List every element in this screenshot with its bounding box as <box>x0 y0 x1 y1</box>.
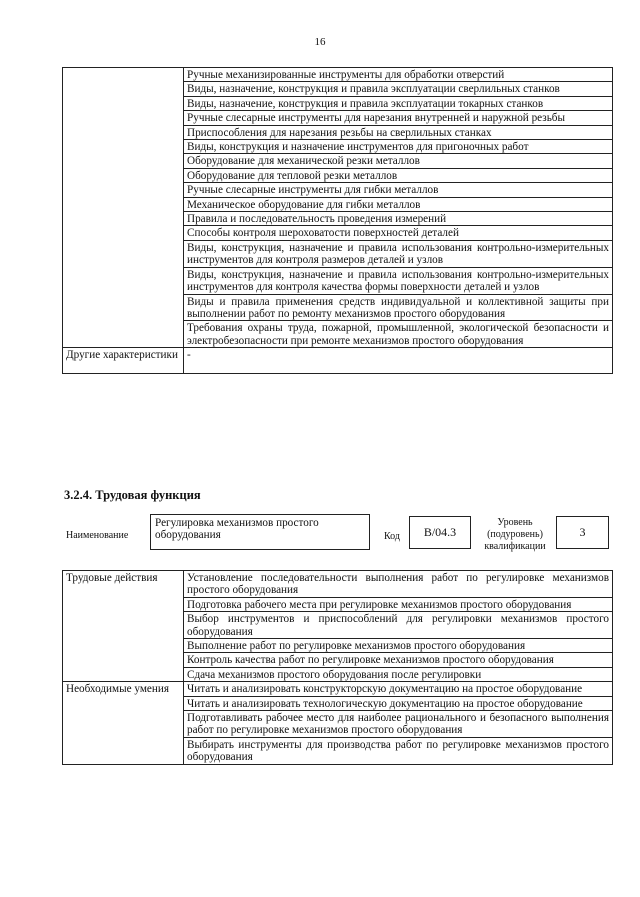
other-characteristics-value: - <box>184 348 613 374</box>
knowledge-item-text: Виды, конструкция, назначение и правила использования контрольно-измерительных инструментов для контроля качества формы поверхности деталей и узлов <box>184 267 613 294</box>
skill-item-text: Читать и анализировать технологическую документацию на простое оборудование <box>184 696 613 710</box>
page-number: 16 <box>314 36 326 48</box>
action-item-text: Сдача механизмов простого оборудования после регулировки <box>184 667 613 681</box>
knowledge-item-text: Ручные слесарные инструменты для гибки металлов <box>184 183 613 197</box>
knowledge-label-cell <box>63 68 184 348</box>
action-item-text: Установление последовательности выполнения работ по регулировке механизмов простого оборудования <box>184 571 613 598</box>
section-heading: 3.2.4. Трудовая функция <box>64 488 201 502</box>
knowledge-item-text: Приспособления для нарезания резьбы на сверлильных станках <box>184 125 613 139</box>
skill-item-text: Подготавливать рабочее место для наиболее рационального и безопасного выполнения работ по регулировке механизмов простого оборудования <box>184 711 613 738</box>
other-characteristics-row <box>63 348 613 374</box>
skills-label: Необходимые умения <box>63 682 184 764</box>
level-value: 3 <box>556 516 609 549</box>
knowledge-item-text: Механическое оборудование для гибки металлов <box>184 197 613 211</box>
name-label: Наименование <box>66 530 129 541</box>
knowledge-item-text: Оборудование для механической резки металлов <box>184 154 613 168</box>
action-item <box>63 571 613 598</box>
knowledge-item-text: Оборудование для тепловой резки металлов <box>184 168 613 182</box>
knowledge-item-text: Ручные механизированные инструменты для обработки отверстий <box>184 68 613 82</box>
function-table <box>62 570 613 765</box>
actions-label: Трудовые действия <box>63 571 184 682</box>
name-value: Регулировка механизмов простого оборудования <box>150 514 370 550</box>
knowledge-item-text: Виды, назначение, конструкция и правила эксплуатации токарных станков <box>184 96 613 110</box>
skill-item <box>63 682 613 696</box>
knowledge-item-text: Виды, конструкция, назначение и правила использования контрольно-измерительных инструментов для контроля размеров деталей и узлов <box>184 240 613 267</box>
skill-item-text: Читать и анализировать конструкторскую документацию на простое оборудование <box>184 682 613 696</box>
knowledge-item-text: Виды, назначение, конструкция и правила эксплуатации сверлильных станков <box>184 82 613 96</box>
other-characteristics-label: Другие характеристики <box>63 348 184 374</box>
knowledge-item-text: Правила и последовательность проведения измерений <box>184 212 613 226</box>
action-item-text: Выполнение работ по регулировке механизмов простого оборудования <box>184 639 613 653</box>
knowledge-item-text: Ручные слесарные инструменты для нарезания внутренней и наружной резьбы <box>184 111 613 125</box>
knowledge-item-text: Виды, конструкция и назначение инструментов для пригоночных работ <box>184 140 613 154</box>
knowledge-table <box>62 67 613 374</box>
level-label: Уровень (подуровень) квалификации <box>484 517 546 552</box>
code-value: B/04.3 <box>409 516 471 549</box>
action-item-text: Контроль качества работ по регулировке механизмов простого оборудования <box>184 653 613 667</box>
knowledge-item-text: Требования охраны труда, пожарной, промышленной, экологической безопасности и электробезопасности при ремонте механизмов простого оборудования <box>184 321 613 348</box>
knowledge-item <box>63 68 613 82</box>
code-label: Код <box>384 531 400 542</box>
skill-item-text: Выбирать инструменты для производства работ по регулировке механизмов простого оборудования <box>184 737 613 764</box>
knowledge-item-text: Способы контроля шероховатости поверхностей деталей <box>184 226 613 240</box>
knowledge-item-text: Виды и правила применения средств индивидуальной и коллективной защиты при выполнении работ по ремонту механизмов простого оборудования <box>184 294 613 321</box>
action-item-text: Подготовка рабочего места при регулировке механизмов простого оборудования <box>184 597 613 611</box>
action-item-text: Выбор инструментов и приспособлений для регулировки механизмов простого оборудования <box>184 612 613 639</box>
